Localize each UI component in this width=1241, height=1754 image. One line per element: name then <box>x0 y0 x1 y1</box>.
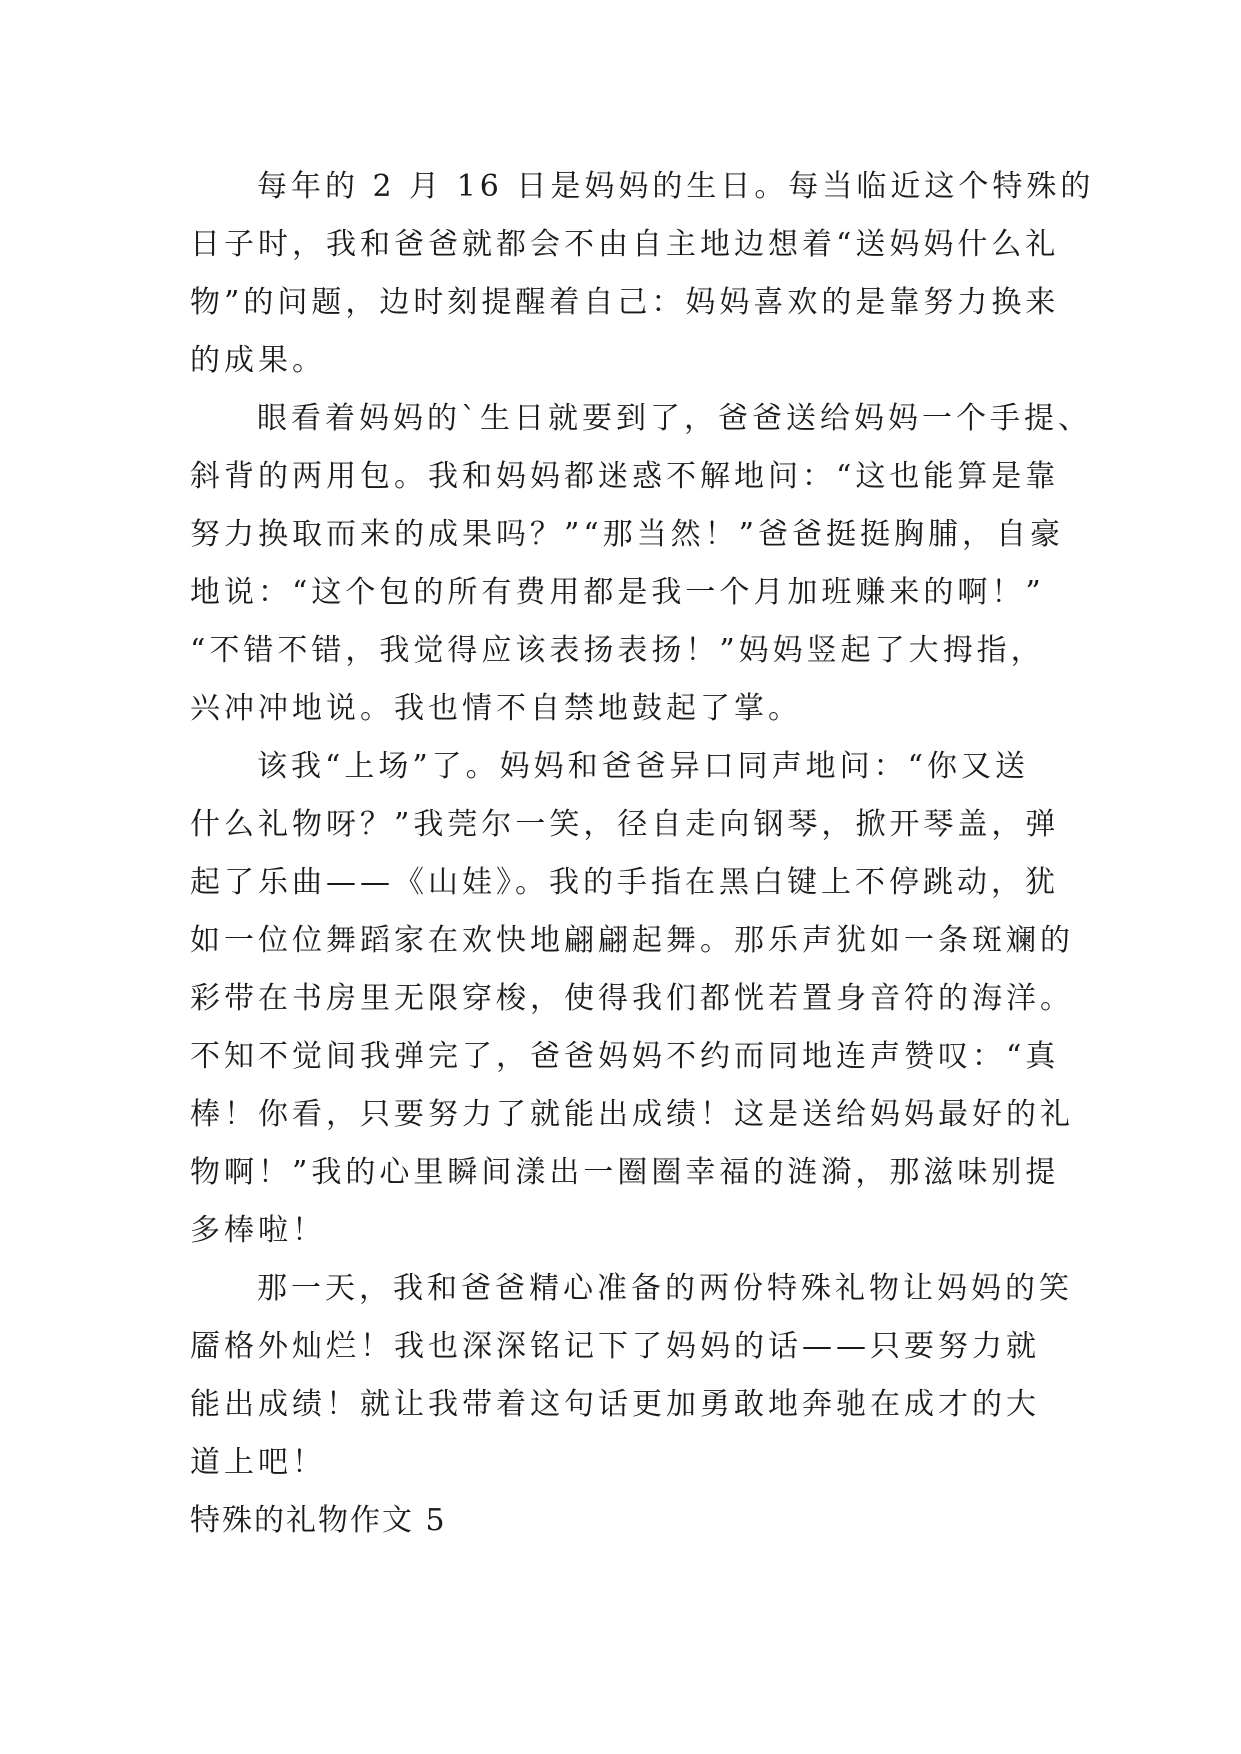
paragraph-4-line: 能出成绩！就让我带着这句话更加勇敢地奔驰在成才的大 <box>190 1387 1040 1422</box>
paragraph-3-line: 多棒啦！ <box>190 1213 326 1248</box>
paragraph-3-line: 棒！你看，只要努力了就能出成绩！这是送给妈妈最好的礼 <box>190 1097 1074 1132</box>
paragraph-2-line: “不错不错，我觉得应该表扬表扬！”妈妈竖起了大拇指， <box>190 633 1045 668</box>
paragraph-3-line: 如一位位舞蹈家在欢快地翩翩起舞。那乐声犹如一条斑斓的 <box>190 923 1074 958</box>
paragraph-3-line: 起了乐曲——《山娃》。我的手指在黑白键上不停跳动，犹 <box>190 865 1059 900</box>
paragraph-4-line: 靥格外灿烂！我也深深铭记下了妈妈的话——只要努力就 <box>190 1329 1040 1364</box>
paragraph-4-line: 那一天，我和爸爸精心准备的两份特殊礼物让妈妈的笑 <box>257 1271 1073 1306</box>
paragraph-3-line: 不知不觉间我弹完了，爸爸妈妈不约而同地连声赞叹：“真 <box>190 1039 1060 1074</box>
essay-body <box>190 158 1095 1550</box>
paragraph-3-line: 彩带在书房里无限穿梭，使得我们都恍若置身音符的海洋。 <box>190 981 1074 1016</box>
paragraph-4-line: 道上吧！ <box>190 1445 326 1480</box>
paragraph-3-line: 什么礼物呀？”我莞尔一笑，径自走向钢琴，掀开琴盖，弹 <box>190 807 1060 842</box>
paragraph-1-line: 日子时，我和爸爸就都会不由自主地边想着“送妈妈什么礼 <box>190 227 1060 262</box>
paragraph-3-line: 该我“上场”了。妈妈和爸爸异口同声地问：“你又送 <box>257 749 1030 784</box>
paragraph-2-line: 兴冲冲地说。我也情不自禁地鼓起了掌。 <box>190 691 802 726</box>
paragraph-2-line: 斜背的两用包。我和妈妈都迷惑不解地问：“这也能算是靠 <box>190 459 1060 494</box>
paragraph-2-line: 努力换取而来的成果吗？”“那当然！”爸爸挺挺胸脯，自豪 <box>190 517 1065 552</box>
paragraph-2-line: 地说：“这个包的所有费用都是我一个月加班赚来的啊！” <box>190 575 1045 610</box>
paragraph-2-line: 眼看着妈妈的`生日就要到了，爸爸送给妈妈一个手提、 <box>257 401 1092 436</box>
paragraph-1-line: 物”的问题，边时刻提醒着自己：妈妈喜欢的是靠努力换来 <box>190 285 1060 320</box>
paragraph-1-line: 的成果。 <box>190 343 326 378</box>
paragraph-1-line: 每年的 2 月 16 日是妈妈的生日。每当临近这个特殊的 <box>257 169 1095 204</box>
paragraph-3-line: 物啊！”我的心里瞬间漾出一圈圈幸福的涟漪，那滋味别提 <box>190 1155 1060 1190</box>
section-heading: 特殊的礼物作文 5 <box>190 1503 447 1538</box>
